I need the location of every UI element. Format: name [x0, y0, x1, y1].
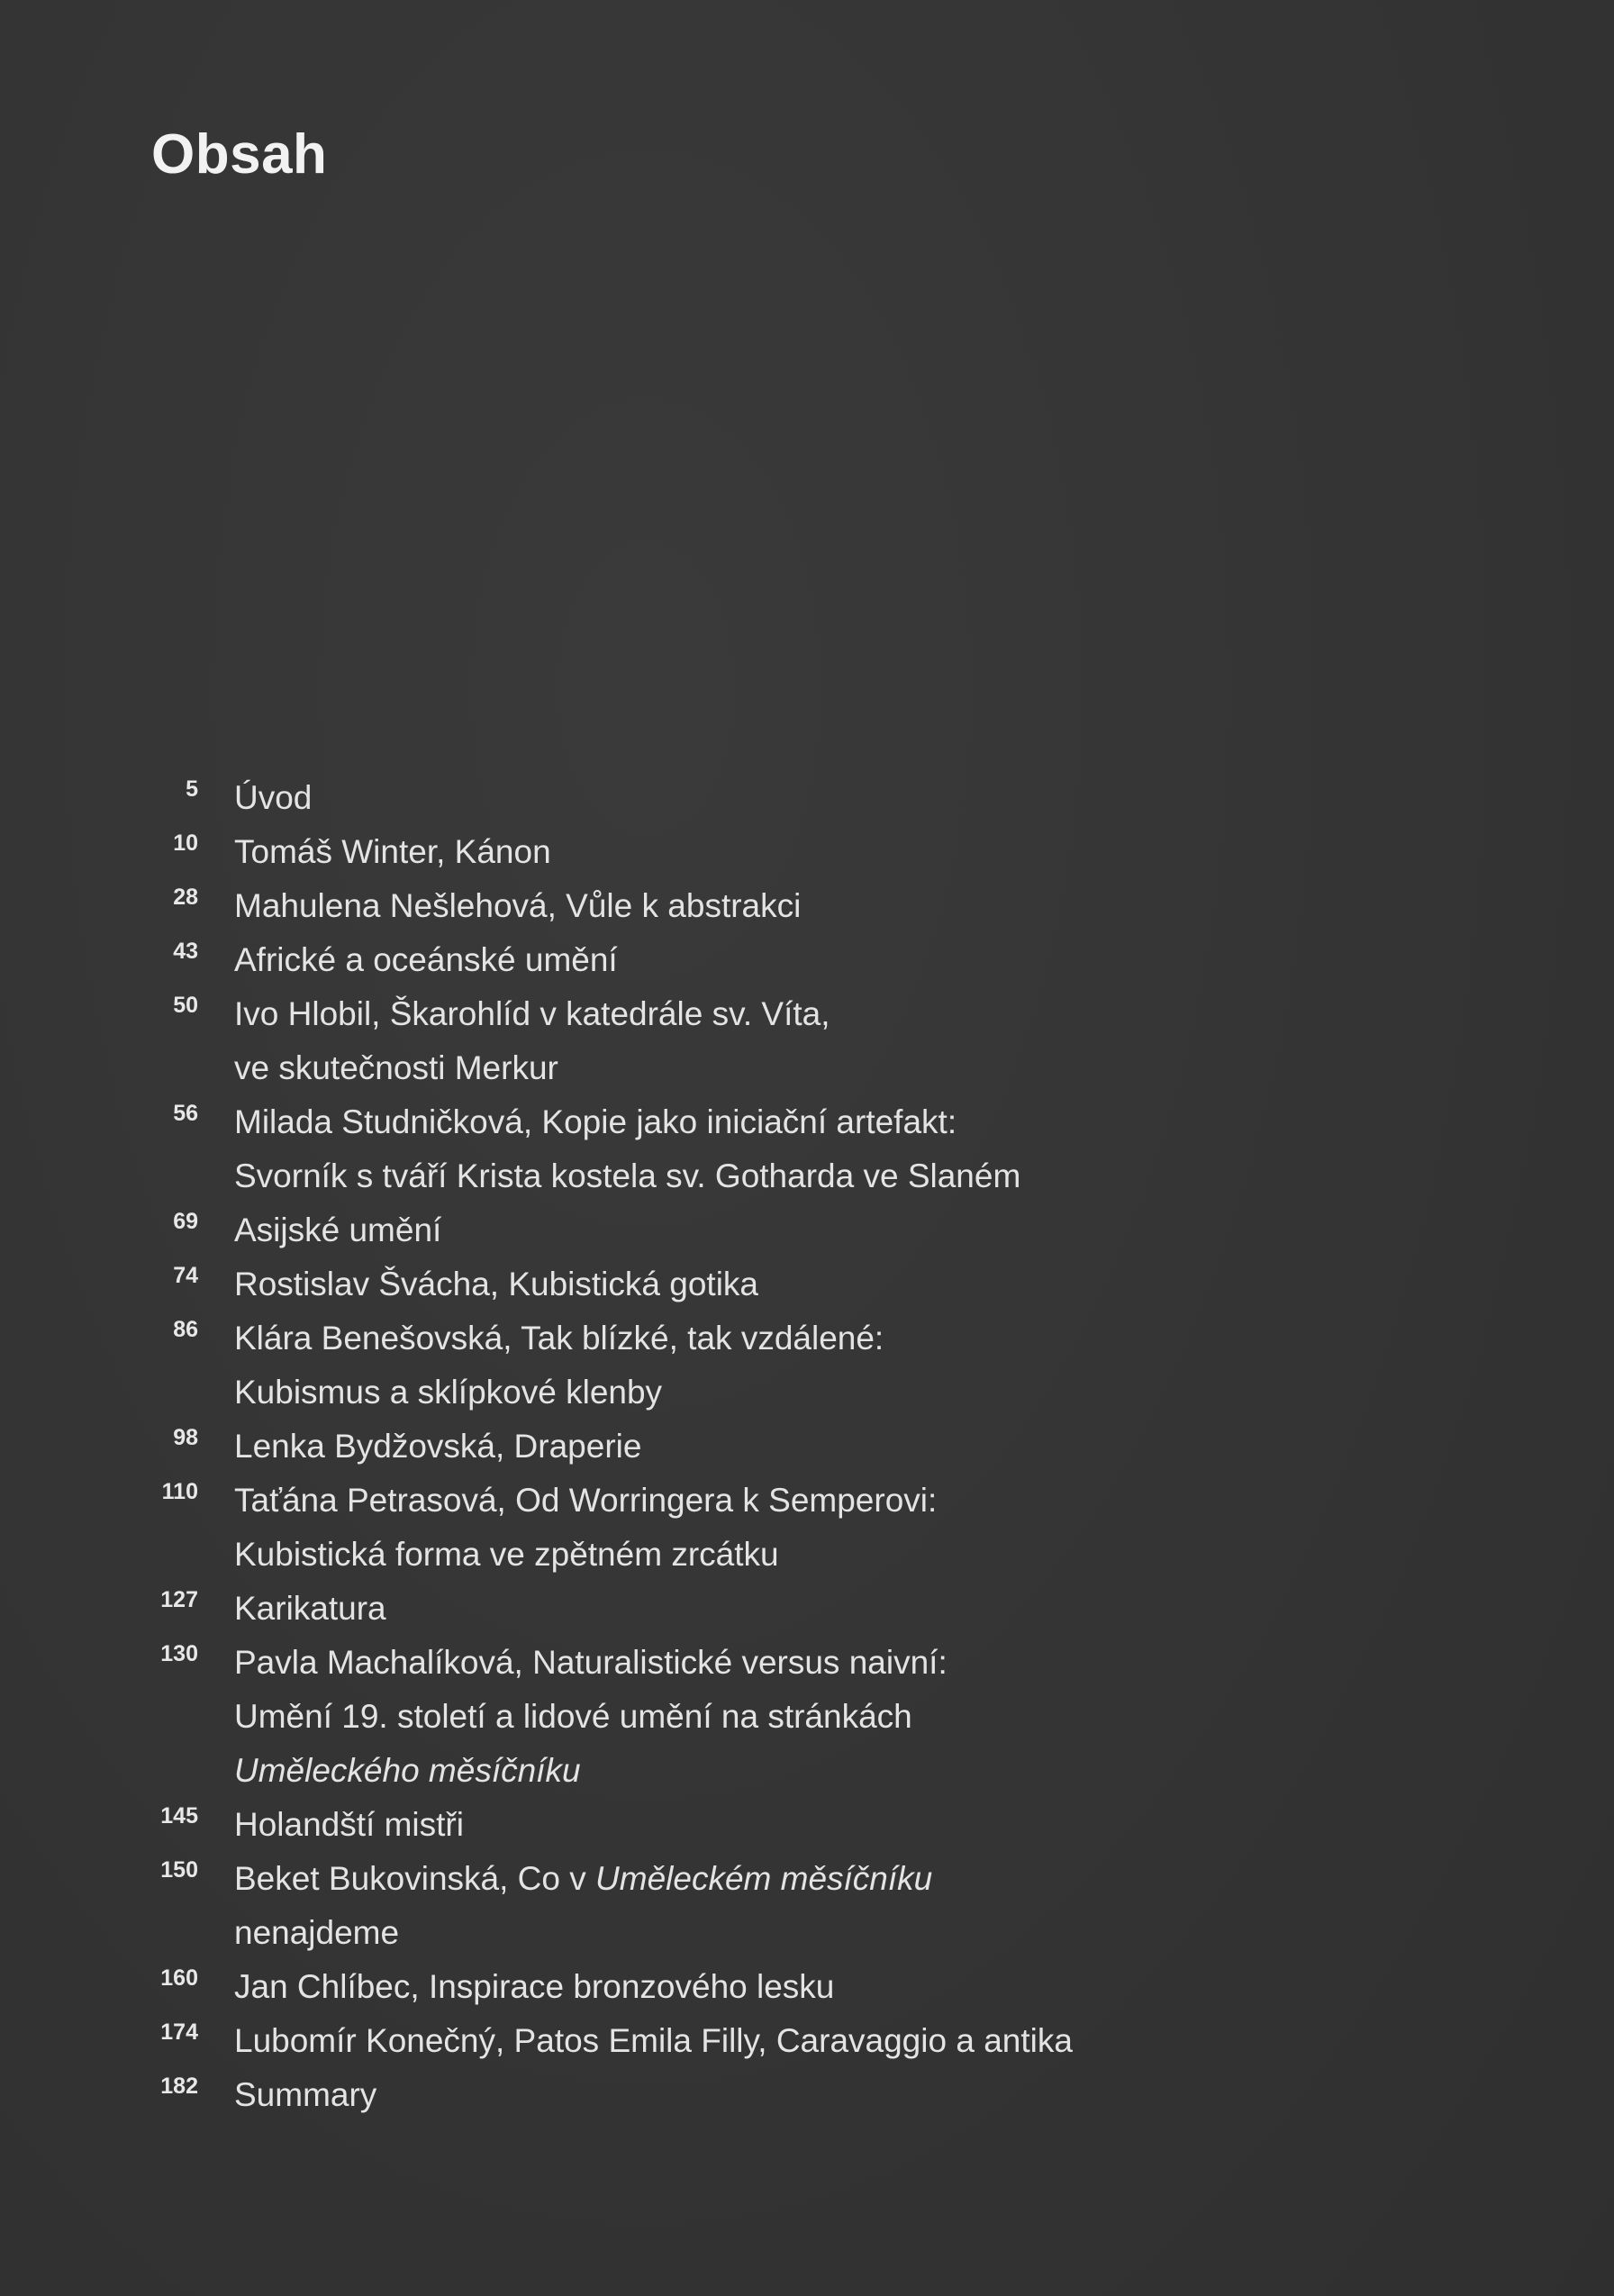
- toc-entry-text-mixed: [234, 1852, 1614, 1906]
- toc-entry: [0, 933, 1614, 987]
- toc-page-number: 10: [173, 830, 198, 856]
- toc-entry: [0, 879, 1614, 933]
- toc-entry-text: Lenka Bydžovská, Draperie: [234, 1428, 642, 1465]
- toc-entry-text: Milada Studničková, Kopie jako iniciační artefakt:: [234, 1103, 957, 1140]
- toc-entry: [0, 2068, 1614, 2122]
- toc-entry-text-italic: Uměleckém měsíčníku: [595, 1860, 933, 1897]
- toc-page-number: 43: [173, 939, 198, 964]
- toc-page-number: 98: [173, 1425, 198, 1450]
- toc-page-number: 50: [173, 993, 198, 1018]
- toc-entry-text: Jan Chlíbec, Inspirace bronzového lesku: [234, 1968, 835, 2005]
- toc-entry-text: Rostislav Švácha, Kubistická gotika: [234, 1266, 758, 1302]
- toc-entry: [0, 1311, 1614, 1420]
- toc-entry-text: Kubismus a sklípkové klenby: [234, 1374, 663, 1411]
- toc-entry-text: Beket Bukovinská, Co v: [234, 1860, 596, 1897]
- toc-entry: [0, 825, 1614, 879]
- toc-entry-text: nenajdeme: [234, 1914, 400, 1951]
- toc-entry: [0, 2014, 1614, 2068]
- toc-entry: [0, 1852, 1614, 1960]
- toc-entry-text: ve skutečnosti Merkur: [234, 1049, 558, 1086]
- toc-entry-text: Úvod: [234, 779, 313, 816]
- toc-page-number: 86: [173, 1317, 198, 1342]
- toc-entry-text: Kubistická forma ve zpětném zrcátku: [234, 1536, 779, 1573]
- page-title: Obsah: [151, 123, 328, 186]
- toc-entry-text: Pavla Machalíková, Naturalistické versus naivní:: [234, 1644, 948, 1681]
- toc-page-number: 182: [160, 2074, 198, 2099]
- toc-page-number: 110: [161, 1479, 198, 1504]
- toc-entry-text: Africké a oceánské umění: [234, 941, 618, 978]
- toc-entry: [0, 1203, 1614, 1257]
- toc-entry-text: Karikatura: [234, 1590, 386, 1627]
- toc-entry-text: Taťána Petrasová, Od Worringera k Semperovi:: [234, 1482, 938, 1519]
- toc-entry-text: Holandští mistři: [234, 1806, 464, 1843]
- toc-entry: [0, 1420, 1614, 1474]
- toc-entry-text: Ivo Hlobil, Škarohlíd v katedrále sv. Víta,: [234, 995, 830, 1032]
- toc-entry: [0, 771, 1614, 825]
- toc-page-number: 130: [160, 1641, 198, 1666]
- toc-entry-text: Klára Benešovská, Tak blízké, tak vzdálené:: [234, 1320, 884, 1357]
- toc-entry: [0, 1582, 1614, 1636]
- toc-entry-text: Lubomír Konečný, Patos Emila Filly, Caravaggio a antika: [234, 2022, 1073, 2059]
- toc-page-number: 28: [173, 885, 198, 910]
- toc-page-number: 74: [173, 1263, 198, 1288]
- toc-page-number: 69: [173, 1209, 198, 1234]
- toc-entry: [0, 1474, 1614, 1582]
- toc-entry-text: Mahulena Nešlehová, Vůle k abstrakci: [234, 887, 802, 924]
- toc-page-number: 160: [160, 1965, 198, 1991]
- table-of-contents: [0, 771, 1614, 2122]
- toc-entry-text-italic: Uměleckého měsíčníku: [234, 1752, 581, 1789]
- toc-page-number: 174: [160, 2019, 198, 2045]
- toc-page-number: 56: [173, 1101, 198, 1126]
- toc-entry-text: Asijské umění: [234, 1212, 442, 1248]
- toc-entry-text: Svorník s tváří Krista kostela sv. Gotharda ve Slaném: [234, 1157, 1021, 1194]
- toc-page-number: 5: [186, 776, 198, 802]
- toc-entry: [0, 1095, 1614, 1203]
- toc-entry: [0, 1257, 1614, 1311]
- toc-entry-text: Summary: [234, 2076, 377, 2113]
- toc-entry: [0, 1960, 1614, 2014]
- toc-entry: [0, 1798, 1614, 1852]
- toc-entry: [0, 987, 1614, 1095]
- toc-entry-text: Umění 19. století a lidové umění na stránkách: [234, 1698, 912, 1735]
- toc-entry-text: Tomáš Winter, Kánon: [234, 833, 551, 870]
- toc-entry: [0, 1636, 1614, 1798]
- toc-page-number: 127: [160, 1587, 198, 1612]
- toc-page-number: 145: [160, 1803, 198, 1829]
- toc-page-number: 150: [160, 1857, 198, 1883]
